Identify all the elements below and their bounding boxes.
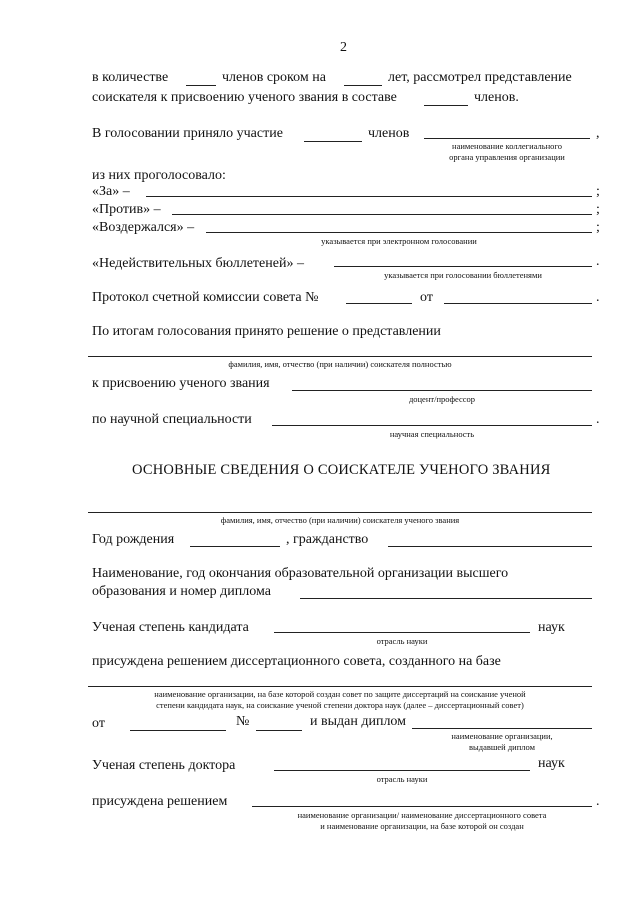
page-number: 2 (340, 40, 347, 55)
award-number-line[interactable] (256, 730, 302, 731)
composition-count-line[interactable] (424, 105, 468, 106)
label-birth-year: Год рождения (92, 532, 175, 547)
invalid-ballots-line[interactable] (334, 266, 592, 267)
text-awarded-council: присуждена решением диссертационного совета, созданного на базе (92, 654, 501, 669)
candidate-branch-line[interactable] (274, 632, 530, 633)
for-votes-line[interactable] (146, 196, 592, 197)
education-line[interactable] (300, 598, 592, 599)
members-count-line[interactable] (186, 85, 216, 86)
text-members-term: членов сроком на (222, 70, 326, 85)
dot-3: . (596, 412, 600, 427)
text-sciences-1: наук (538, 620, 565, 635)
protocol-number-line[interactable] (346, 303, 412, 304)
text-awarded-by: присуждена решением (92, 794, 228, 809)
label-against: «Против» – (92, 202, 161, 217)
branch-caption-1: отрасль науки (376, 636, 428, 646)
text-to-title: к присвоению ученого звания (92, 376, 270, 391)
semicolon-2: ; (596, 202, 600, 217)
ballot-caption: указывается при голосовании бюллетенями (384, 270, 542, 280)
text-education-1: Наименование, год окончания образовательной организации высшего (92, 566, 509, 581)
citizenship-line[interactable] (388, 546, 592, 547)
title-line[interactable] (292, 390, 592, 391)
semicolon-1: ; (596, 184, 600, 199)
text-sciences-2: наук (538, 756, 565, 771)
branch-caption-2: отрасль науки (376, 774, 428, 784)
text-members: членов (368, 126, 410, 141)
text-voted: из них проголосовало: (92, 168, 226, 183)
applicant-fio-line-2[interactable] (88, 512, 592, 513)
label-invalid-ballots: «Недействительных бюллетеней» – (92, 256, 304, 271)
issuer-line[interactable] (412, 728, 592, 729)
dot-4: . (596, 794, 600, 809)
text-years-considered: лет, рассмотрел представление (388, 70, 572, 85)
text-applicant-composition: соискателя к присвоению ученого звания в составе (92, 90, 397, 105)
semicolon-3: ; (596, 220, 600, 235)
org-caption-1: наименование организации, на базе которой создан совет по защите диссертаций на соискание ученой (154, 689, 526, 699)
electronic-caption: указывается при электронном голосовании (321, 236, 477, 246)
dot-1: . (596, 254, 600, 269)
specialty-caption: научная специальность (389, 429, 475, 439)
council-name-line[interactable] (424, 138, 590, 139)
label-for: «За» – (92, 184, 130, 199)
comma: , (596, 126, 600, 141)
council-org-line[interactable] (88, 686, 592, 687)
fio-caption: фамилия, имя, отчество (при наличии) соискателя полностью (228, 359, 452, 369)
abstained-votes-line[interactable] (206, 232, 592, 233)
council-caption-1: наименование коллегиального (452, 141, 562, 151)
participants-count-line[interactable] (304, 141, 362, 142)
awarding-org-line[interactable] (252, 806, 592, 807)
org-caption-2: степени кандидата наук, на соискание ученой степени доктора наук (далее – диссертационный совет) (156, 700, 524, 710)
text-number: № (236, 714, 250, 729)
council-caption-2: органа управления организации (449, 152, 565, 162)
text-from: от (420, 290, 433, 305)
text-from-2: от (92, 716, 105, 731)
section-heading: ОСНОВНЫЕ СВЕДЕНИЯ О СОИСКАТЕЛЕ УЧЕНОГО ЗВАНИЯ (132, 462, 551, 478)
issuer-caption-2: выдавшей диплом (469, 742, 535, 752)
text-result: По итогам голосования принято решение о представлении (92, 324, 441, 339)
protocol-date-line[interactable] (444, 303, 592, 304)
text-quantity: в количестве (92, 70, 169, 85)
text-diploma-issued: и выдан диплом (310, 714, 407, 729)
label-doctor-degree: Ученая степень доктора (92, 758, 236, 773)
text-by-specialty: по научной специальности (92, 412, 252, 427)
text-participated: В голосовании приняло участие (92, 126, 283, 141)
fio-caption-2: фамилия, имя, отчество (при наличии) соискателя ученого звания (220, 515, 460, 525)
text-members-end: членов. (474, 90, 519, 105)
text-education-2: образования и номер диплома (92, 584, 271, 599)
label-citizenship: , гражданство (286, 532, 369, 547)
term-years-line[interactable] (344, 85, 382, 86)
doctor-branch-line[interactable] (274, 770, 530, 771)
against-votes-line[interactable] (172, 214, 592, 215)
issuer-caption-1: наименование организации, (451, 731, 553, 741)
birth-year-line[interactable] (190, 546, 280, 547)
label-candidate-degree: Ученая степень кандидата (92, 620, 249, 635)
final-caption-1: наименование организации/ наименование диссертационного совета (297, 810, 547, 820)
title-caption: доцент/профессор (408, 394, 476, 404)
text-protocol: Протокол счетной комиссии совета № (92, 290, 319, 305)
specialty-line[interactable] (272, 425, 592, 426)
final-caption-2: и наименование организации, на базе которой он создан (320, 821, 524, 831)
applicant-fio-line[interactable] (88, 356, 592, 357)
award-date-line[interactable] (130, 730, 226, 731)
dot-2: . (596, 290, 600, 305)
label-abstained: «Воздержался» – (92, 220, 195, 235)
